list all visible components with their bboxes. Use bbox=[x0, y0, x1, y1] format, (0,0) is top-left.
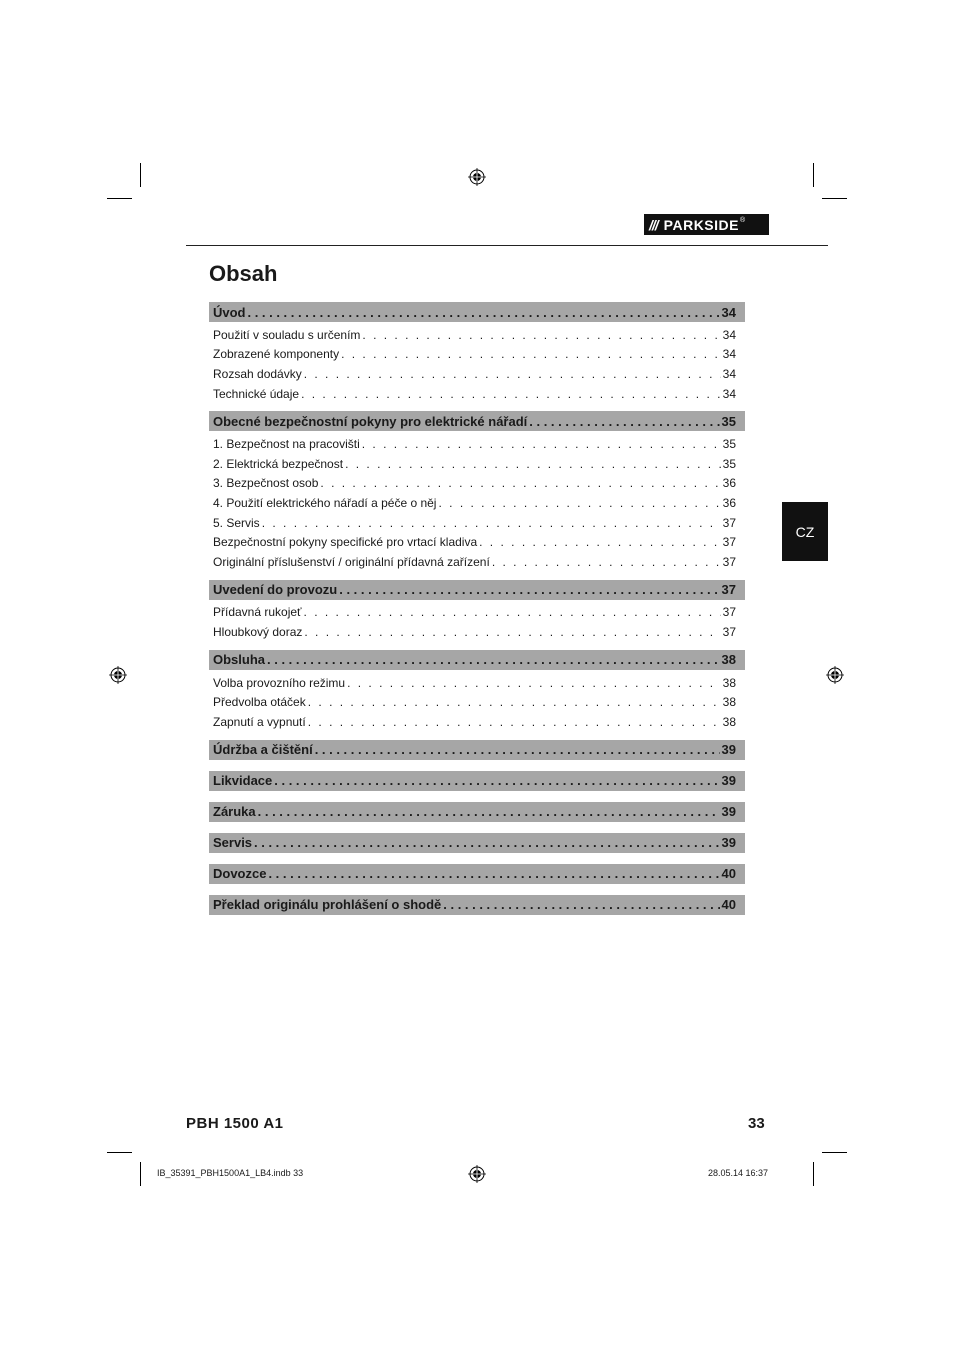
toc-entry-page: 38 bbox=[722, 714, 736, 729]
toc-leader-dots bbox=[479, 535, 721, 549]
logo-registered-mark: ® bbox=[739, 217, 746, 224]
toc-section-title: Dovozce bbox=[213, 866, 267, 881]
toc-section-title: Záruka bbox=[213, 804, 256, 819]
crop-mark bbox=[140, 1162, 141, 1186]
toc-section-heading[interactable] bbox=[209, 650, 745, 670]
toc-entry-page: 34 bbox=[722, 327, 736, 342]
language-tab: CZ bbox=[782, 502, 828, 561]
toc-leader-dots bbox=[341, 347, 721, 361]
brand-logo bbox=[644, 214, 769, 235]
registration-mark-icon bbox=[826, 666, 844, 684]
toc-entry-page: 37 bbox=[722, 515, 736, 530]
toc-entry[interactable] bbox=[209, 622, 745, 642]
toc-entry-label: Rozsah dodávky bbox=[213, 366, 302, 381]
toc-leader-dots bbox=[443, 897, 719, 912]
toc-entry-page: 34 bbox=[722, 386, 736, 401]
registration-mark-icon bbox=[468, 1165, 486, 1183]
toc-section-heading[interactable] bbox=[209, 802, 745, 822]
toc-leader-dots bbox=[362, 437, 721, 451]
toc-entry-page: 37 bbox=[722, 624, 736, 639]
toc-entry[interactable] bbox=[209, 552, 745, 572]
toc-section-heading[interactable] bbox=[209, 895, 745, 915]
toc-leader-dots bbox=[268, 866, 719, 881]
toc-entry[interactable] bbox=[209, 532, 745, 552]
toc-leader-dots bbox=[262, 516, 721, 530]
toc-entry-label: Hloubkový doraz bbox=[213, 624, 303, 639]
toc-section-title: Uvedení do provozu bbox=[213, 582, 338, 598]
toc-section-heading[interactable] bbox=[209, 864, 745, 884]
toc-section-heading[interactable] bbox=[209, 411, 745, 431]
footer-model: PBH 1500 A1 bbox=[186, 1115, 284, 1132]
toc-section-page: 35 bbox=[721, 413, 736, 429]
toc-entry[interactable] bbox=[209, 712, 745, 732]
toc-leader-dots bbox=[492, 555, 721, 569]
toc-entry-page: 35 bbox=[722, 437, 736, 452]
toc-leader-dots bbox=[258, 804, 720, 819]
toc-entry-page: 35 bbox=[722, 456, 736, 471]
toc-section-page: 37 bbox=[721, 582, 736, 598]
crop-mark bbox=[107, 1152, 132, 1153]
toc-entry-label: Technické údaje bbox=[213, 386, 300, 401]
page-number: 33 bbox=[748, 1115, 765, 1132]
print-slug-datetime: 28.05.14 16:37 bbox=[708, 1168, 769, 1178]
toc-leader-dots bbox=[315, 742, 720, 757]
toc-section-page: 40 bbox=[721, 897, 736, 912]
header-rule bbox=[186, 245, 828, 246]
toc-section-heading[interactable] bbox=[209, 771, 745, 791]
toc-leader-dots bbox=[308, 695, 721, 709]
logo-text: PARKSIDE bbox=[663, 216, 739, 233]
toc-entry-label: Originální příslušenství / originální přídavná zařízení bbox=[213, 554, 490, 569]
toc-entry-label: Zapnutí a vypnutí bbox=[213, 714, 306, 729]
toc-section-page: 40 bbox=[721, 866, 736, 881]
page-title: Obsah bbox=[209, 261, 278, 286]
toc-entry-page: 37 bbox=[722, 535, 736, 550]
crop-mark bbox=[822, 198, 847, 199]
toc-leader-dots bbox=[362, 328, 720, 342]
toc-entry[interactable] bbox=[209, 384, 745, 404]
toc-entry[interactable] bbox=[209, 474, 745, 494]
toc-section-heading[interactable] bbox=[209, 302, 745, 322]
toc-entry[interactable] bbox=[209, 692, 745, 712]
registration-mark-icon bbox=[468, 168, 486, 186]
toc-leader-dots bbox=[347, 676, 721, 690]
toc-section-title: Úvod bbox=[213, 304, 246, 320]
crop-mark bbox=[140, 163, 141, 187]
toc-section-page: 34 bbox=[721, 304, 736, 320]
toc-entry[interactable] bbox=[209, 454, 745, 474]
toc-entry-label: Zobrazené komponenty bbox=[213, 347, 340, 362]
toc-leader-dots bbox=[308, 715, 721, 729]
toc-entry-page: 38 bbox=[722, 695, 736, 710]
toc-entry-label: 5. Servis bbox=[213, 515, 260, 530]
toc-section-title: Likvidace bbox=[213, 773, 273, 788]
toc-entry-label: Použití v souladu s určením bbox=[213, 327, 361, 342]
toc-entry-label: 1. Bezpečnost na pracovišti bbox=[213, 437, 360, 452]
toc-section-page: 39 bbox=[721, 835, 736, 850]
toc-entry-page: 36 bbox=[722, 495, 736, 510]
toc-section-title: Údržba a čištění bbox=[213, 742, 313, 757]
toc-leader-dots bbox=[438, 496, 720, 510]
toc-entry[interactable] bbox=[209, 493, 745, 513]
toc-entry[interactable] bbox=[209, 345, 745, 365]
toc-section-title: Překlad originálu prohlášení o shodě bbox=[213, 897, 442, 912]
toc-entry-label: 2. Elektrická bezpečnost bbox=[213, 456, 344, 471]
toc-entry-label: Bezpečnostní pokyny specifické pro vrtací kladiva bbox=[213, 535, 478, 550]
toc-leader-dots bbox=[304, 605, 721, 619]
toc-leader-dots bbox=[339, 582, 719, 597]
toc-section-page: 39 bbox=[721, 804, 736, 819]
toc-entry-page: 36 bbox=[722, 476, 736, 491]
toc-section-page: 38 bbox=[721, 652, 736, 668]
logo-stripes: /// bbox=[649, 216, 658, 233]
toc-entry-label: Předvolba otáček bbox=[213, 695, 306, 710]
toc-entry[interactable] bbox=[209, 434, 745, 454]
table-of-contents bbox=[209, 302, 745, 915]
toc-leader-dots bbox=[304, 625, 720, 639]
toc-section-page: 39 bbox=[721, 773, 736, 788]
toc-entry[interactable] bbox=[209, 603, 745, 623]
toc-section-page: 39 bbox=[721, 742, 736, 757]
registration-mark-icon bbox=[109, 666, 127, 684]
toc-entry[interactable] bbox=[209, 364, 745, 384]
crop-mark bbox=[813, 1162, 814, 1186]
toc-leader-dots bbox=[529, 414, 719, 429]
toc-entry-page: 34 bbox=[722, 347, 736, 362]
toc-leader-dots bbox=[254, 835, 719, 850]
toc-leader-dots bbox=[274, 773, 719, 788]
toc-section-title: Servis bbox=[213, 835, 253, 850]
toc-leader-dots bbox=[248, 305, 720, 320]
toc-entry[interactable] bbox=[209, 513, 745, 533]
toc-entry[interactable] bbox=[209, 325, 745, 345]
toc-entry-page: 38 bbox=[722, 675, 736, 690]
toc-entry-label: 4. Použití elektrického nářadí a péče o něj bbox=[213, 495, 437, 510]
toc-leader-dots bbox=[345, 457, 721, 471]
toc-leader-dots bbox=[301, 387, 721, 401]
toc-entry-label: Přídavná rukojeť bbox=[213, 605, 302, 620]
toc-leader-dots bbox=[304, 367, 721, 381]
toc-section-title: Obsluha bbox=[213, 652, 266, 668]
toc-section-heading[interactable] bbox=[209, 833, 745, 853]
toc-entry-label: 3. Bezpečnost osob bbox=[213, 476, 319, 491]
toc-section-heading[interactable] bbox=[209, 580, 745, 600]
toc-entry-page: 37 bbox=[722, 605, 736, 620]
toc-entry[interactable] bbox=[209, 673, 745, 693]
toc-entry-page: 37 bbox=[722, 554, 736, 569]
toc-leader-dots bbox=[320, 476, 720, 490]
toc-leader-dots bbox=[267, 652, 720, 667]
toc-section-heading[interactable] bbox=[209, 740, 745, 760]
crop-mark bbox=[813, 163, 814, 187]
toc-entry-page: 34 bbox=[722, 366, 736, 381]
toc-section-title: Obecné bezpečnostní pokyny pro elektrické nářadí bbox=[213, 413, 528, 429]
print-slug-file: IB_35391_PBH1500A1_LB4.indb 33 bbox=[157, 1168, 304, 1178]
crop-mark bbox=[822, 1152, 847, 1153]
crop-mark bbox=[107, 198, 132, 199]
toc-entry-label: Volba provozního režimu bbox=[213, 675, 346, 690]
